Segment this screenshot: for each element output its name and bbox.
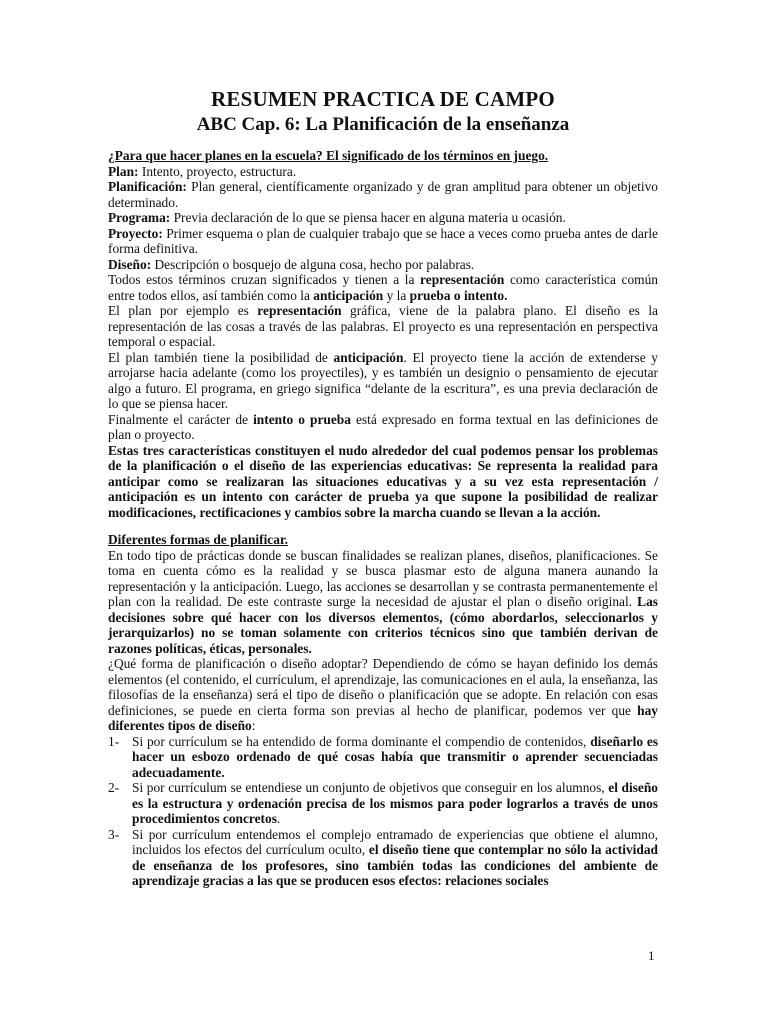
document-title: RESUMEN PRACTICA DE CAMPO [211,87,555,111]
paragraph-forms-of-planning: En todo tipo de prácticas donde se buscan finalidades se realizan planes, diseños, planificaciones. Se toma en cuenta cómo es la realidad y se busca plasmar esto de alguna manera aunando la representación y la anticipación. Luego, las acciones se desarrollan y se contrasta permanentemente el plan con la realidad. De este contraste surge la necesidad de ajustar el plan o diseño original. Las decisiones sobre qué hacer con los diversos elementos, (cómo abordarlos, seleccionarlos y jerarquizarlos) no se toman solamente con criterios técnicos sino que también derivan de razones políticas, éticas, personales. [108,547,658,656]
definition-planificacion: Planificación: Plan general, científicamente organizado y de gran amplitud para obtener un objetivo determinado. [108,179,658,210]
list-item: 3- Si por currículum entendemos el complejo entramado de experiencias que obtiene el alumno, incluidos los efectos del currículum oculto, el diseño tiene que contemplar no sólo la actividad de enseñanza de los profesores, sino también todas las condiciones del ambiente de aprendizaje gracias a las que se producen esos efectos: relaciones sociales [108,826,658,888]
paragraph-summary-bold: Estas tres características constituyen el nudo alrededor del cual podemos pensar los problemas de la planificación o el diseño de las experiencias educativas: Se representa la realidad para anticipar como se realizaran las situaciones educativas y a su vez esta representación / anticipación es un intento con carácter de prueba ya que supone la posibilidad de realizar modificaciones, rectificaciones y cambios sobre la marcha cuando se llevan a la acción. [108,442,658,520]
definition-programa: Programa: Previa declaración de lo que se piensa hacer en alguna materia u ocasión. [108,210,566,225]
definition-plan: Plan: Intento, proyecto, estructura. [108,163,297,179]
section-heading-2: Diferentes formas de planificar. [108,532,289,547]
section-heading-1: ¿Para que hacer planes en la escuela? El significado de los términos en juego. [108,148,549,163]
paragraph-design-types: ¿Qué forma de planificación o diseño adoptar? Dependiendo de cómo se hayan definido los demás elementos (el contenido, el currículum, el aprendizaje, las comunicaciones en el aula, la enseñanza, las filosofías de la enseñanza) será el tipo de diseño o planificación que se adopte. En relación con esas definiciones, se puede en cierta forma son previas al hecho de planificar, podemos ver que hay diferentes tipos de diseño: [108,656,658,733]
design-types-list [108,734,658,889]
list-item: 2- Si por currículum se entendiese un conjunto de objetivos que conseguir en los alumnos, el diseño es la estructura y ordenación precisa de los mismos para poder lograrlos a través de unos procedimientos concretos. [108,780,658,826]
paragraph-common-traits: Todos estos términos cruzan significados y tienen a la representación como característica común entre todos ellos, así también como la anticipación y la prueba o intento. [108,272,658,303]
list-item: 1- Si por currículum se ha entendido de forma dominante el compendio de contenidos, diseñarlo es hacer un esbozo ordenado de qué cosas había que transmitir o aprender secuenciadas adecuadamente. [108,733,659,780]
definition-proyecto: Proyecto: Primer esquema o plan de cualquier trabajo que se hace a veces como prueba antes de darle forma definitiva. [108,225,658,256]
page-number: 1 [648,948,655,963]
paragraph-representation: El plan por ejemplo es representación gráfica, viene de la palabra plano. El diseño es la representación de las cosas a través de las palabras. El proyecto es una representación en perspectiva temporal o espacial. [108,303,658,349]
document-page [108,86,658,889]
paragraph-attempt: Finalmente el carácter de intento o prueba está expresado en forma textual en las definiciones de plan o proyecto. [108,411,659,442]
paragraph-anticipation: El plan también tiene la posibilidad de anticipación. El proyecto tiene la acción de extenderse y arrojarse hacia adelante (como los proyectiles), y es también un designio o pensamiento de ejecutar algo a futuro. El programa, en griego significa “delante de la escritura”, es una previa declaración de lo que se piensa hacer. [108,349,658,411]
definition-diseno: Diseño: Descripción o bosquejo de alguna cosa, hecho por palabras. [108,256,475,272]
document-subtitle: ABC Cap. 6: La Planificación de la enseñanza [196,114,570,135]
